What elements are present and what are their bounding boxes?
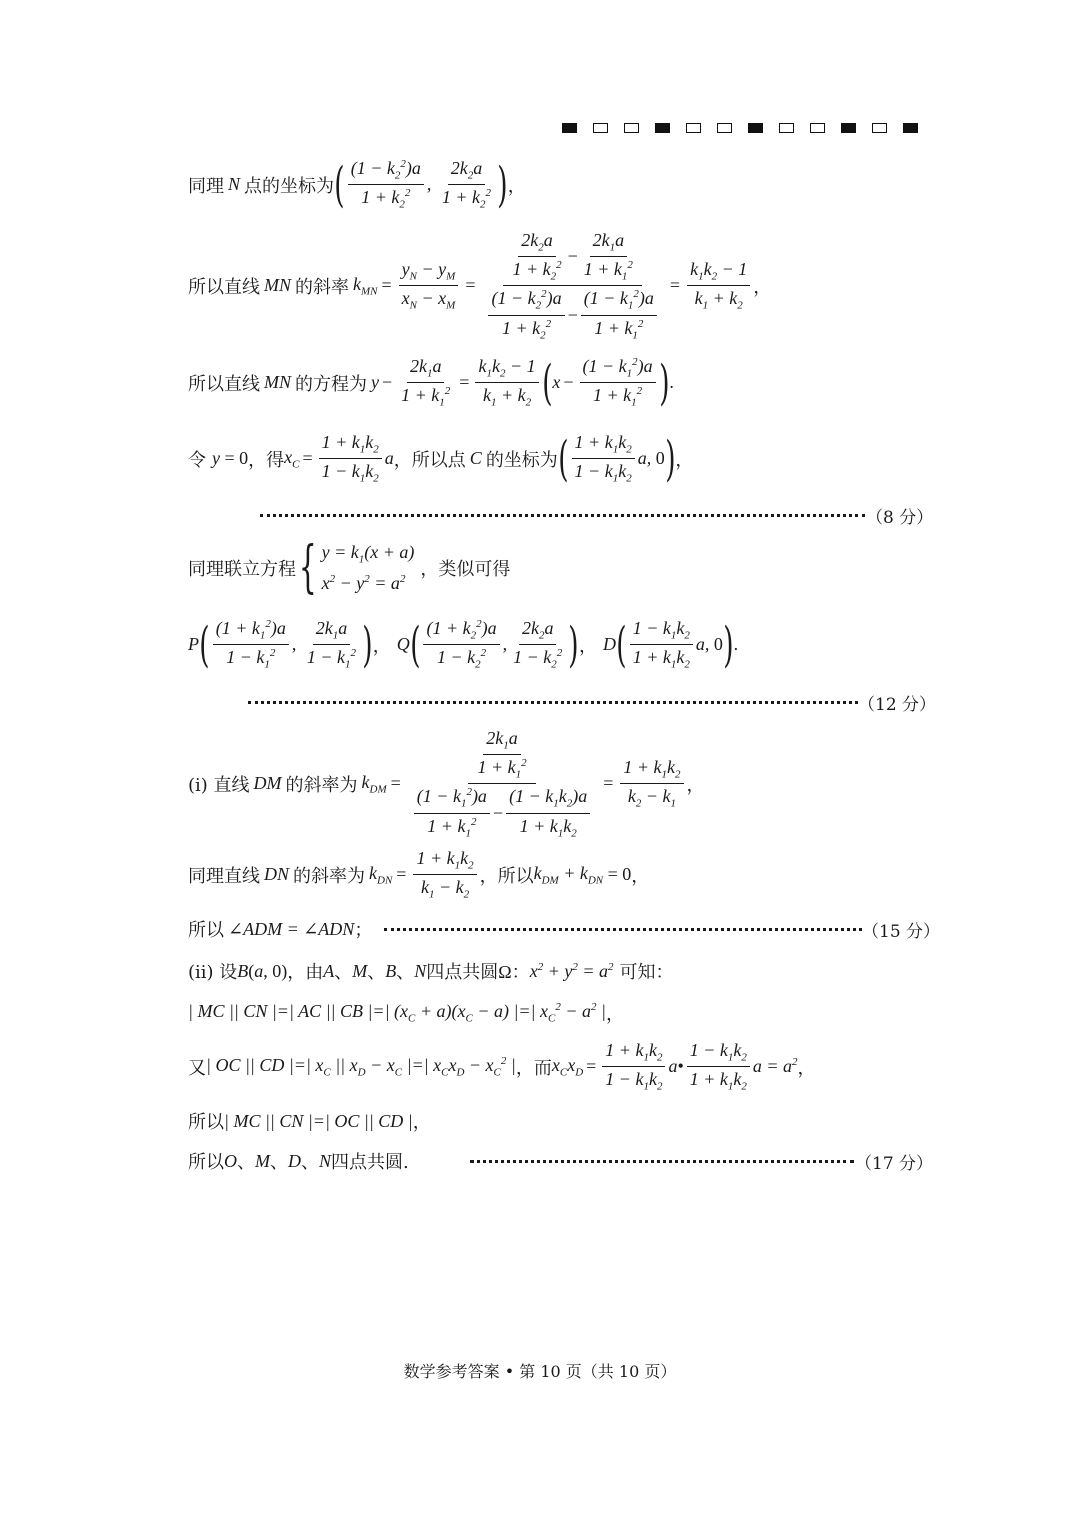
line-slope-mn: 所以直线 MN 的斜率 $k_{MN}$ = $\frac{y_N - y_M}{x_N - x_M}$ = $\frac{2k_2a}{1 + k_2^2}$ − $\frac{2k_1a}{1 + k_1^2}$ $\frac{(1 - k_2^2)a}{1 + k_2^2}$ − $\frac{(1 - k_1^2)a}{1 + k_1^2}$ = $\frac{k_1k_2 - 1}{k_1 + k_2}$ ， (188, 230, 772, 342)
square-filled (903, 123, 918, 133)
line-oc-cd: 又 | OC || CD |=| $x_C$ || $x_D - x_C$ |=| $x_Cx_D - x_C^2$ | ，而 $x_Cx_D$ = $\frac{1 + k_1k_2}{1 - k_1k_2}$ a • $\frac{1 - k_1k_2}{1 + k_1k_2}$ $a = a^2$ ， (188, 1040, 816, 1093)
header-squares (562, 123, 918, 133)
dotted-leader (384, 928, 862, 931)
square-filled (562, 123, 577, 133)
line-slope-dm: (i) 直线 DM 的斜率为 $k_{DM}$ = $\frac{2k_1a}{1 + k_1^2}$ $\frac{(1 - k_1^2)a}{1 + k_1^2}$ − $\frac{(1 - k_1k_2)a}{1 + k_1k_2}$ = $\frac{1 + k_1k_2}{k_2 - k_1}$ ， (188, 728, 705, 840)
line-points-pqd: P ( $\frac{(1 + k_1^2)a}{1 - k_1^2}$ , $\frac{2k_1a}{1 - k_1^2}$ ) ， Q ( $\frac{(1 + k_2^2)a}{1 - k_2^2}$ , $\frac{2k_2a}{1 - k_2^2}$ ) ， D ( $\frac{1 - k_1k_2}{1 + k_1k_2}$ a, 0 ) . (188, 616, 739, 673)
line-mc-cn: | MC || CN |=| AC || CB |=| $(x_C + a)(x_C - a)$ |=| $x_C^2 - a^2$ | ， (188, 1001, 624, 1025)
line-system: 同理联立方程 { $y = k_1(x + a)$ $x^2 - y^2 = a^2$ ，类似可得 (188, 534, 511, 600)
line-point-c: 令 y = 0 ，得 $x_C$ = $\frac{1 + k_1k_2}{1 - k_1k_2}$ a ，所以点 C 的坐标为 ( $\frac{1 + k_1k_2}{1 - k_1k_2}$ a, 0 ) ， (188, 430, 694, 487)
page-footer: 数学参考答案 • 第 10 页（共 10 页） (403, 1362, 677, 1381)
square-empty (872, 123, 887, 133)
line-equation-mn: 所以直线 MN 的方程为 y − $\frac{2k_1a}{1 + k_1^2}$ = $\frac{k_1k_2 - 1}{k_1 + k_2}$ ( x − $\frac{(1 - k_1^2)a}{1 + k_1^2}$ ) . (188, 354, 674, 411)
score-12: （12 分） (858, 695, 937, 715)
line-angle: 所以 ∠ADM = ∠ADN ； (188, 918, 373, 941)
dotted-leader (470, 1160, 854, 1163)
square-empty (810, 123, 825, 133)
line-conclusion: 所以 O 、 M 、 D 、 N 四点共圆. (188, 1150, 409, 1173)
square-empty (624, 123, 639, 133)
line-n-coordinates: 同理 N 点的坐标为 ( $\frac{(1 - k_2^2)a}{1 + k_2^2}$ , $\frac{2k_2a}{1 + k_2^2}$ ) ， (188, 156, 526, 213)
score-17: （17 分） (855, 1154, 934, 1174)
square-empty (686, 123, 701, 133)
square-empty (779, 123, 794, 133)
square-filled (748, 123, 763, 133)
square-empty (593, 123, 608, 133)
square-filled (655, 123, 670, 133)
dotted-leader (260, 514, 865, 517)
line-equal-products: 所以 | MC || CN |=| OC || CD | ， (188, 1110, 431, 1133)
square-filled (841, 123, 856, 133)
score-15: （15 分） (862, 922, 941, 942)
line-concyclic-condition: (ii) 设 B ( a , 0) ，由 A 、 M 、 B 、 N 四点共圆 Ω： $x^2 + y^2 = a^2$ 可知： (188, 960, 674, 983)
score-8: （8 分） (866, 508, 934, 528)
dotted-leader (248, 701, 858, 704)
square-empty (717, 123, 732, 133)
line-slope-dn: 同理直线 DN 的斜率为 $k_{DN}$ = $\frac{1 + k_1k_2}{k_1 - k_2}$ ，所以 $k_{DM} + k_{DN}$ = 0 ， (188, 848, 650, 901)
